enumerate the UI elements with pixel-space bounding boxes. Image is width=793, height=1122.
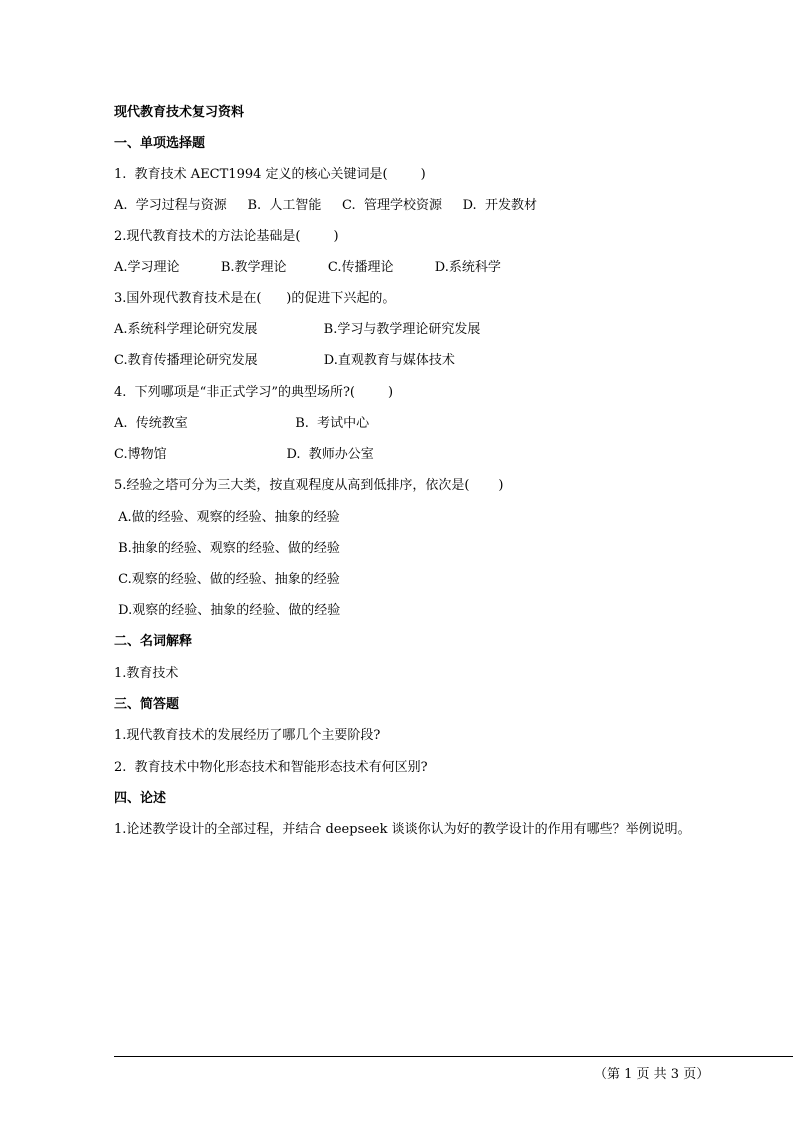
short-answer-question-1: 1.现代教育技术的发展经历了哪几个主要阶段? [114,728,381,743]
essay-question-1: 1.论述教学设计的全部过程，并结合 deepseek 谈谈你认为好的教学设计的作用有哪些？举例说明。 [114,822,691,837]
section-heading-essay: 四、论述 [114,791,167,806]
question-5-option-d: D.观察的经验、抽象的经验、做的经验 [114,603,341,618]
section-heading-short-answer: 三、简答题 [114,697,180,712]
question-1-stem: 1. 教育技术 AECT1994 定义的核心关键词是( ) [114,167,426,182]
question-2-stem: 2.现代教育技术的方法论基础是( ) [114,229,339,244]
question-5-option-b: B.抽象的经验、观察的经验、做的经验 [114,541,340,556]
question-4-options-row1: A. 传统教室 B. 考试中心 [114,416,370,431]
footer-divider [114,1056,793,1057]
question-5-option-c: C.观察的经验、做的经验、抽象的经验 [114,572,340,587]
question-2-options: A.学习理论 B.教学理论 C.传播理论 D.系统科学 [114,260,501,275]
section-heading-choice: 一、单项选择题 [114,136,206,151]
question-4-stem: 4. 下列哪项是“非正式学习”的典型场所?( ) [114,385,394,400]
page-number-footer: （第 1 页 共 3 页） [594,1067,710,1082]
question-5-option-a: A.做的经验、观察的经验、抽象的经验 [114,510,340,525]
short-answer-question-2: 2. 教育技术中物化形态技术和智能形态技术有何区别? [114,760,428,775]
question-1-options: A. 学习过程与资源 B. 人工智能 C. 管理学校资源 D. 开发教材 [114,198,537,213]
question-4-options-row2: C.博物馆 D. 教师办公室 [114,447,374,462]
section-heading-terms: 二、名词解释 [114,634,193,649]
question-5-stem: 5.经验之塔可分为三大类，按直观程度从高到低排序，依次是( ) [114,478,504,493]
term-question-1: 1.教育技术 [114,666,179,681]
question-3-options-row2: C.教育传播理论研究发展 D.直观教育与媒体技术 [114,353,455,368]
question-3-options-row1: A.系统科学理论研究发展 B.学习与教学理论研究发展 [114,322,481,337]
document-title: 现代教育技术复习资料 [114,105,245,120]
question-3-stem: 3.国外现代教育技术是在( )的促进下兴起的。 [114,291,396,306]
